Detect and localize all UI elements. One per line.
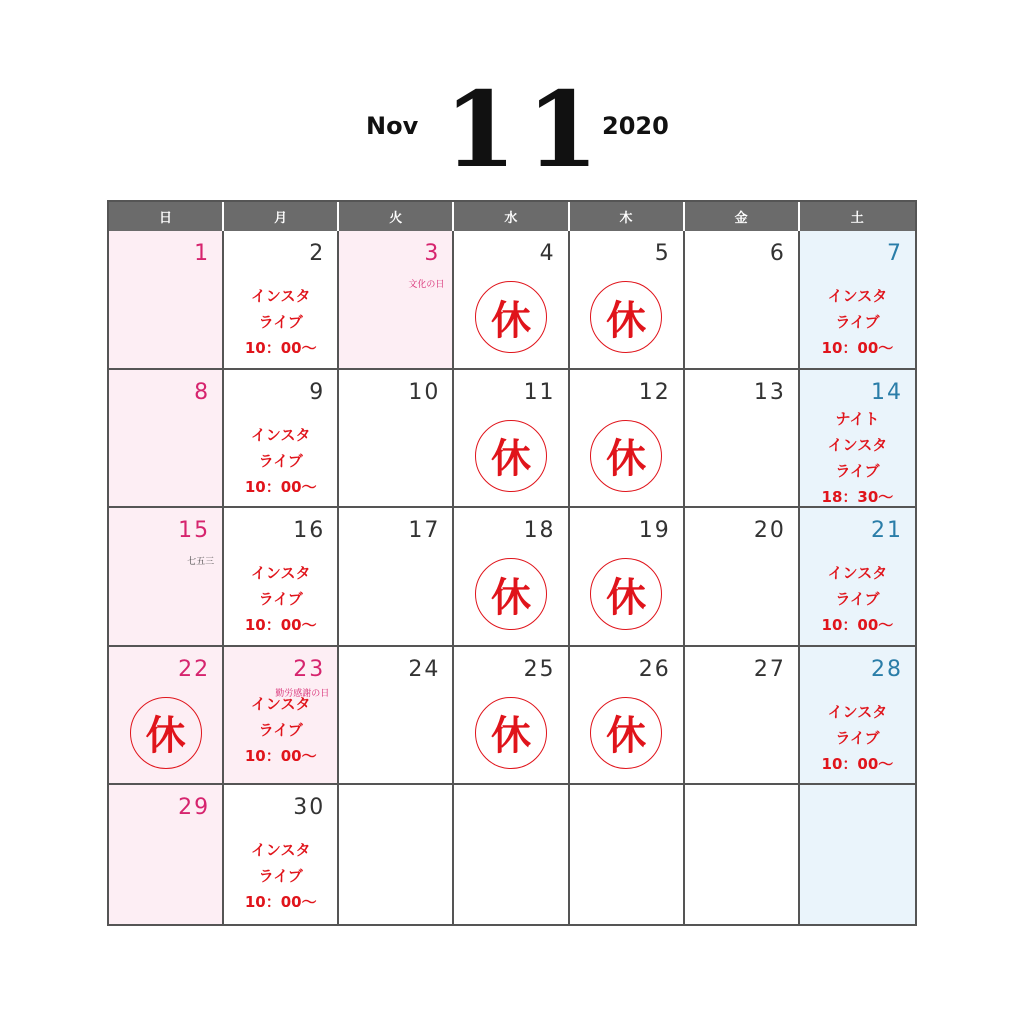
weekday-fri: 金 (685, 202, 800, 231)
day-cell[interactable] (454, 508, 569, 647)
day-number: 8 (194, 379, 211, 405)
day-cell[interactable] (800, 231, 915, 370)
weekday-wed: 水 (454, 202, 569, 231)
year: 2020 (602, 112, 669, 140)
event-time: 10：00～ (244, 893, 317, 912)
event-line: インスタ (827, 564, 888, 583)
day-cell[interactable] (800, 370, 915, 509)
closed-stamp: 休 (130, 697, 202, 769)
insta-live-event (224, 837, 337, 915)
event-line: ライブ (835, 313, 880, 331)
event-line: インスタ (827, 702, 888, 721)
day-number: 22 (178, 656, 211, 682)
closed-stamp: 休 (590, 281, 662, 353)
insta-live-event (224, 560, 337, 638)
empty-cell (570, 785, 685, 924)
day-number: 18 (523, 518, 556, 544)
holiday-note: 勤労感謝の日 (275, 688, 330, 699)
day-number: 17 (408, 518, 441, 544)
event-line: ナイト (835, 409, 880, 428)
weekday-sun: 日 (109, 202, 224, 231)
closed-stamp: 休 (475, 281, 547, 353)
day-number: 10 (408, 379, 441, 405)
day-cell[interactable] (224, 508, 339, 647)
day-number: 11 (523, 379, 556, 405)
insta-live-event (224, 283, 337, 361)
day-cell[interactable] (109, 508, 224, 647)
day-number: 3 (424, 241, 441, 266)
day-number: 9 (309, 379, 326, 405)
day-number: 27 (753, 656, 786, 682)
closed-stamp: 休 (475, 420, 547, 492)
event-line: ライブ (258, 720, 303, 739)
day-cell[interactable] (339, 508, 454, 647)
weekday-thu: 木 (570, 202, 685, 231)
day-cell[interactable] (109, 231, 224, 370)
day-cell[interactable] (224, 785, 339, 924)
day-cell[interactable] (224, 647, 339, 786)
event-line: ライブ (258, 867, 303, 886)
event-line: インスタ (827, 287, 888, 305)
day-cell[interactable] (109, 647, 224, 786)
insta-live-event (800, 560, 915, 638)
weekday-header (109, 202, 915, 231)
insta-live-event (224, 422, 337, 500)
event-time: 10：00～ (821, 339, 894, 357)
day-number: 15 (178, 518, 211, 544)
closed-stamp: 休 (475, 697, 547, 769)
insta-live-event (224, 691, 337, 769)
closed-stamp: 休 (590, 558, 662, 630)
event-line: インスタ (250, 694, 311, 713)
event-time: 10：00～ (244, 616, 317, 635)
event-time: 18：30～ (821, 487, 894, 506)
empty-cell (339, 785, 454, 924)
empty-cell (685, 785, 800, 924)
day-cell[interactable] (570, 231, 685, 370)
day-number: 19 (638, 518, 671, 544)
day-cell[interactable] (570, 370, 685, 509)
event-line: インスタ (250, 841, 311, 860)
month-name: Nov (366, 112, 419, 140)
weekday-mon: 月 (224, 202, 339, 231)
day-number: 12 (638, 379, 671, 405)
day-number: 28 (871, 656, 903, 682)
day-cell[interactable] (800, 647, 915, 786)
day-number: 26 (638, 656, 671, 682)
day-cell[interactable] (339, 647, 454, 786)
day-number: 16 (293, 518, 326, 544)
closed-stamp: 休 (590, 420, 662, 492)
day-number: 24 (408, 656, 441, 682)
closed-stamp: 休 (475, 558, 547, 630)
event-time: 10：00～ (244, 477, 317, 496)
calendar-grid (107, 200, 917, 926)
day-cell[interactable] (109, 785, 224, 924)
holiday-note: 文化の日 (408, 280, 445, 290)
event-line: ライブ (835, 590, 880, 609)
day-cell[interactable] (685, 231, 800, 370)
weekday-tue: 火 (339, 202, 454, 231)
day-number: 25 (523, 656, 556, 682)
day-number: 6 (769, 241, 786, 266)
insta-live-event (800, 699, 915, 777)
day-number: 23 (293, 656, 326, 682)
event-line: ライブ (835, 728, 880, 747)
day-number: 1 (194, 241, 211, 266)
event-line: インスタ (250, 425, 311, 444)
event-line: ライブ (258, 590, 303, 609)
day-cell[interactable] (685, 370, 800, 509)
event-time: 10：00～ (244, 746, 317, 765)
day-number: 7 (887, 241, 903, 266)
holiday-note: 七五三 (187, 557, 215, 568)
day-cell[interactable] (224, 370, 339, 509)
closed-stamp: 休 (590, 697, 662, 769)
night-insta-live-event (800, 406, 915, 509)
empty-cell (454, 785, 569, 924)
day-cell[interactable] (454, 231, 569, 370)
day-number: 13 (753, 379, 786, 405)
event-line: ライブ (258, 313, 303, 331)
event-line: インスタ (250, 287, 311, 305)
event-line: ライブ (258, 451, 303, 470)
day-cell[interactable] (800, 508, 915, 647)
day-number: 21 (871, 518, 903, 544)
insta-live-event (800, 283, 915, 361)
day-cell[interactable] (685, 647, 800, 786)
day-number: 5 (654, 241, 671, 266)
day-cell[interactable] (224, 231, 339, 370)
day-cell[interactable] (570, 647, 685, 786)
empty-cell (800, 785, 915, 924)
day-cell[interactable] (685, 508, 800, 647)
day-number: 2 (309, 241, 326, 266)
event-time: 10：00～ (821, 616, 894, 635)
day-cell[interactable] (570, 508, 685, 647)
event-line: インスタ (827, 435, 888, 454)
event-line: ライブ (835, 461, 880, 480)
day-number: 30 (293, 795, 326, 821)
day-number: 14 (871, 379, 903, 405)
day-cell[interactable] (339, 231, 454, 370)
day-number: 29 (178, 795, 211, 821)
day-cell[interactable] (109, 370, 224, 509)
day-cell[interactable] (454, 370, 569, 509)
month-number: 11 (444, 68, 609, 191)
day-number: 4 (539, 241, 556, 266)
event-line: インスタ (250, 564, 311, 583)
event-time: 10：00～ (244, 339, 317, 357)
event-time: 10：00～ (821, 754, 894, 773)
day-number: 20 (753, 518, 786, 544)
day-cell[interactable] (339, 370, 454, 509)
day-cell[interactable] (454, 647, 569, 786)
weekday-sat: 土 (800, 202, 915, 231)
